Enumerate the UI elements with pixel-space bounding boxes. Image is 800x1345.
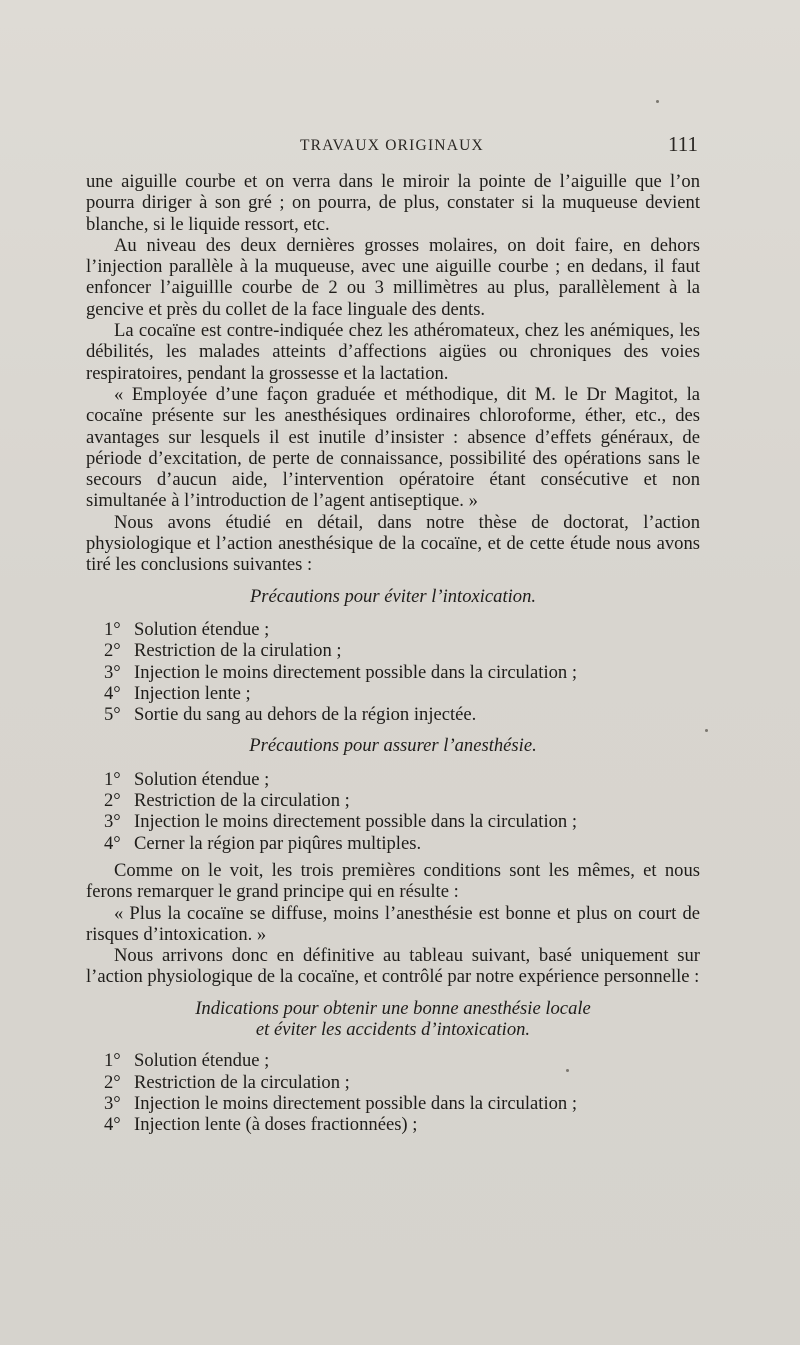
list-item: 2° Restriction de la cirulation ; bbox=[104, 640, 342, 662]
list-item: 4° Injection lente (à doses fractionnées) ; bbox=[104, 1114, 418, 1136]
paragraph-7-quote: « Plus la cocaïne se diffuse, moins l’anesthésie est bonne et plus on court de risques d’intoxication. » bbox=[86, 902, 700, 945]
precautions-anesthesie-list bbox=[86, 769, 700, 854]
paragraph-8: Nous arrivons donc en définitive au tableau suivant, basé uniquement sur l’action physiologique de la cocaïne, et contrôlé par notre expérience personnelle : bbox=[86, 945, 700, 988]
precautions-intoxication-list bbox=[86, 619, 700, 725]
paragraph-1: une aiguille courbe et on verra dans le miroir la pointe de l’aiguille que l’on pourra diriger à son gré ; on pourra, de plus, constater si la muqueuse devient blanche, si le liquide ressort, etc. bbox=[86, 171, 700, 235]
paragraph-5: Nous avons étudié en détail, dans notre thèse de doctorat, l’action physiologique et l’action anesthésique de la cocaïne, et de cette étude nous avons tiré les conclusions suivantes : bbox=[86, 511, 700, 576]
list-item: 3° Injection le moins directement possible dans la circulation ; bbox=[104, 661, 578, 683]
list-item: 1° Solution étendue ; bbox=[104, 618, 270, 640]
paragraph-4-quote: « Employée d’une façon graduée et méthodique, dit M. le Dr Magitot, la cocaïne présente sur les anesthésiques ordinaires chloroforme, éther, etc., des avantages sur lesquels il est inutile d’insister : absence d’effets généraux, de période d’excitation, de perte de connaissance, possibilité des opérations sans le secours d’aucun aide, l’intervention opératoire étant consécutive et non simultanée à l’introduction de l’agent antiseptique. » bbox=[86, 383, 700, 512]
list-item: 2° Restriction de la circulation ; bbox=[104, 1071, 350, 1093]
page-header bbox=[86, 134, 700, 158]
page-number: 111 bbox=[668, 132, 698, 156]
main-text bbox=[86, 171, 700, 1141]
section-title-anesthesie: Précautions pour assurer l’anesthésie. bbox=[249, 735, 537, 757]
list-item: 4° Injection lente ; bbox=[104, 682, 251, 704]
list-item: 5° Sortie du sang au dehors de la région injectée. bbox=[104, 704, 477, 726]
list-item: 1° Solution étendue ; bbox=[104, 768, 270, 790]
list-item: 3° Injection le moins directement possible dans la circulation ; bbox=[104, 811, 578, 833]
paragraph-3: La cocaïne est contre-indiquée chez les athéromateux, chez les anémiques, les débilités, les malades atteints d’affections aigües ou chroniques des voies respiratoires, pendant la grossesse et la lactation. bbox=[86, 320, 700, 384]
paragraph-2: Au niveau des deux dernières grosses molaires, on doit faire, en dehors l’injection parallèle à la muqueuse, avec une aiguille courbe ; en dedans, il faut enfoncer l’aiguillle courbe de 2 ou 3 millimètres au plus, parallèlement à la gencive et près du collet de la face linguale des dents. bbox=[86, 234, 700, 320]
running-head: TRAVAUX ORIGINAUX bbox=[300, 137, 484, 154]
indications-list bbox=[86, 1050, 700, 1135]
list-item: 2° Restriction de la circulation ; bbox=[104, 790, 350, 812]
paper-speck bbox=[705, 729, 708, 732]
paper-speck bbox=[656, 100, 659, 103]
list-item: 3° Injection le moins directement possible dans la circulation ; bbox=[104, 1092, 578, 1114]
section-title-line-1: Indications pour obtenir une bonne anesthésie locale bbox=[195, 997, 591, 1019]
section-title-indications bbox=[86, 998, 700, 1041]
paper-speck bbox=[566, 1069, 569, 1072]
section-title-line-2: et éviter les accidents d’intoxication. bbox=[255, 1018, 531, 1040]
list-item: 4° Cerner la région par piqûres multiples. bbox=[104, 832, 422, 854]
list-item: 1° Solution étendue ; bbox=[104, 1050, 270, 1072]
paragraph-6: Comme on le voit, les trois premières conditions sont les mêmes, et nous ferons remarquer le grand principe qui en résulte : bbox=[86, 859, 700, 903]
section-title-intoxication: Précautions pour éviter l’intoxication. bbox=[249, 585, 537, 607]
